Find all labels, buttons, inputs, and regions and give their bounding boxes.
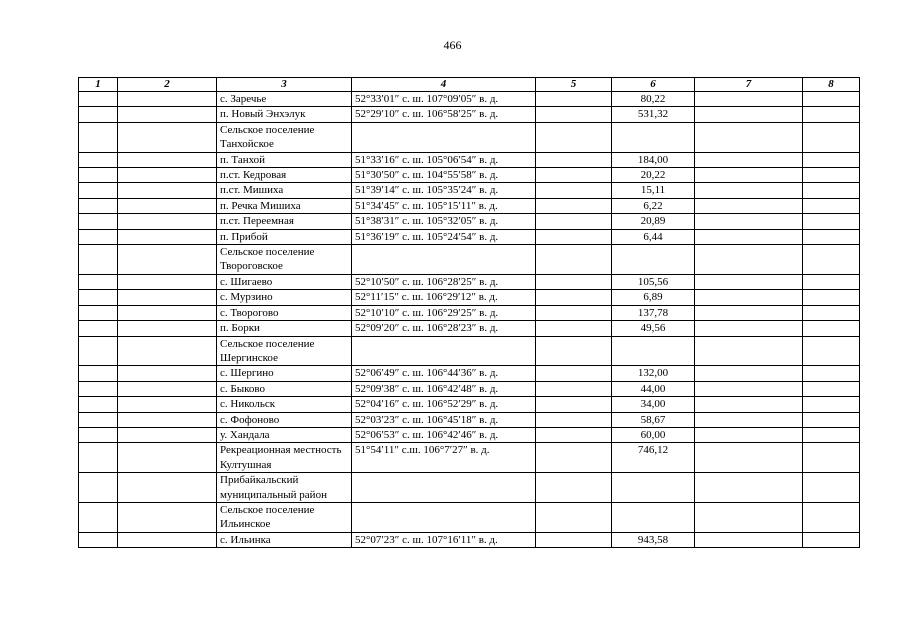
col2-cell xyxy=(118,502,217,532)
col2-cell xyxy=(118,107,217,122)
col8-cell xyxy=(803,397,860,412)
col7-cell xyxy=(695,381,803,396)
col8-cell xyxy=(803,366,860,381)
settlement-name: с. Шигаево xyxy=(217,274,352,289)
area-value: 20,22 xyxy=(612,168,695,183)
col1-cell xyxy=(79,214,118,229)
col1-cell xyxy=(79,427,118,442)
col8-cell xyxy=(803,321,860,336)
coordinates: 52°10′50″ с. ш. 106°28′25″ в. д. xyxy=(352,274,536,289)
table-row xyxy=(79,122,860,152)
col1-cell xyxy=(79,366,118,381)
col1-cell xyxy=(79,443,118,473)
col8-cell xyxy=(803,473,860,503)
coordinates xyxy=(352,122,536,152)
col8-cell xyxy=(803,532,860,547)
area-value: 184,00 xyxy=(612,152,695,167)
col8-cell xyxy=(803,305,860,320)
settlement-name: с. Никольск xyxy=(217,397,352,412)
col2-cell xyxy=(118,443,217,473)
col7-cell xyxy=(695,473,803,503)
coordinates: 51°34′45″ с. ш. 105°15′11″ в. д. xyxy=(352,198,536,213)
column-header: 8 xyxy=(803,78,860,92)
col5-cell xyxy=(536,214,612,229)
col1-cell xyxy=(79,183,118,198)
col2-cell xyxy=(118,412,217,427)
col8-cell xyxy=(803,427,860,442)
col2-cell xyxy=(118,532,217,547)
table-row xyxy=(79,214,860,229)
coordinates: 52°33′01″ с. ш. 107°09′05″ в. д. xyxy=(352,92,536,107)
col8-cell xyxy=(803,214,860,229)
col2-cell xyxy=(118,274,217,289)
area-value: 746,12 xyxy=(612,443,695,473)
col8-cell xyxy=(803,122,860,152)
col1-cell xyxy=(79,107,118,122)
coordinates: 52°07′23″ с. ш. 107°16′11″ в. д. xyxy=(352,532,536,547)
table-body xyxy=(79,92,860,548)
col5-cell xyxy=(536,198,612,213)
col7-cell xyxy=(695,532,803,547)
settlement-name: п. Борки xyxy=(217,321,352,336)
col7-cell xyxy=(695,168,803,183)
col5-cell xyxy=(536,381,612,396)
settlement-name: Сельское поселение Шергинское xyxy=(217,336,352,366)
col8-cell xyxy=(803,168,860,183)
col7-cell xyxy=(695,107,803,122)
table-row xyxy=(79,107,860,122)
col1-cell xyxy=(79,473,118,503)
col8-cell xyxy=(803,443,860,473)
table-row xyxy=(79,290,860,305)
table-row xyxy=(79,321,860,336)
col8-cell xyxy=(803,229,860,244)
header-row xyxy=(79,78,860,92)
coordinates xyxy=(352,245,536,275)
column-header: 6 xyxy=(612,78,695,92)
col7-cell xyxy=(695,502,803,532)
col8-cell xyxy=(803,336,860,366)
col1-cell xyxy=(79,321,118,336)
col8-cell xyxy=(803,198,860,213)
col2-cell xyxy=(118,198,217,213)
col2-cell xyxy=(118,92,217,107)
coordinates: 51°30′50″ с. ш. 104°55′58″ в. д. xyxy=(352,168,536,183)
col2-cell xyxy=(118,321,217,336)
col7-cell xyxy=(695,152,803,167)
table-row xyxy=(79,152,860,167)
table-row xyxy=(79,198,860,213)
settlement-name: п. Прибой xyxy=(217,229,352,244)
coordinates: 52°09′20″ с. ш. 106°28′23″ в. д. xyxy=(352,321,536,336)
area-value xyxy=(612,122,695,152)
col2-cell xyxy=(118,168,217,183)
table-row xyxy=(79,473,860,503)
table-row xyxy=(79,336,860,366)
col8-cell xyxy=(803,290,860,305)
table-row xyxy=(79,92,860,107)
area-value: 105,56 xyxy=(612,274,695,289)
col7-cell xyxy=(695,412,803,427)
col1-cell xyxy=(79,397,118,412)
settlement-name: п. Речка Мишиха xyxy=(217,198,352,213)
column-header: 1 xyxy=(79,78,118,92)
table-row xyxy=(79,168,860,183)
col7-cell xyxy=(695,122,803,152)
table-row xyxy=(79,397,860,412)
table-row xyxy=(79,502,860,532)
col2-cell xyxy=(118,381,217,396)
area-value: 34,00 xyxy=(612,397,695,412)
settlement-name: с. Творогово xyxy=(217,305,352,320)
col5-cell xyxy=(536,168,612,183)
col1-cell xyxy=(79,532,118,547)
area-value: 943,58 xyxy=(612,532,695,547)
col7-cell xyxy=(695,290,803,305)
col2-cell xyxy=(118,122,217,152)
area-value: 44,00 xyxy=(612,381,695,396)
col5-cell xyxy=(536,290,612,305)
area-value: 6,22 xyxy=(612,198,695,213)
col7-cell xyxy=(695,183,803,198)
area-value: 15,11 xyxy=(612,183,695,198)
table-row xyxy=(79,427,860,442)
col1-cell xyxy=(79,336,118,366)
coordinates: 51°36′19″ с. ш. 105°24′54″ в. д. xyxy=(352,229,536,244)
col1-cell xyxy=(79,274,118,289)
table-row xyxy=(79,305,860,320)
table-row xyxy=(79,183,860,198)
col8-cell xyxy=(803,245,860,275)
page-number: 466 xyxy=(443,38,462,52)
col2-cell xyxy=(118,427,217,442)
settlement-name: с. Быково xyxy=(217,381,352,396)
column-header: 5 xyxy=(536,78,612,92)
table-row xyxy=(79,532,860,547)
col5-cell xyxy=(536,305,612,320)
col2-cell xyxy=(118,336,217,366)
col5-cell xyxy=(536,336,612,366)
table-row xyxy=(79,229,860,244)
col8-cell xyxy=(803,183,860,198)
col7-cell xyxy=(695,336,803,366)
coordinates: 52°29′10″ с. ш. 106°58′25″ в. д. xyxy=(352,107,536,122)
col5-cell xyxy=(536,92,612,107)
column-header: 4 xyxy=(352,78,536,92)
settlement-name: п.ст. Мишиха xyxy=(217,183,352,198)
area-value xyxy=(612,245,695,275)
col1-cell xyxy=(79,168,118,183)
area-value xyxy=(612,502,695,532)
coordinates: 52°10′10″ с. ш. 106°29′25″ в. д. xyxy=(352,305,536,320)
settlement-name: Сельское поселение Танхойское xyxy=(217,122,352,152)
col2-cell xyxy=(118,245,217,275)
settlement-name: Сельское поселение Ильинское xyxy=(217,502,352,532)
col5-cell xyxy=(536,443,612,473)
column-header: 3 xyxy=(217,78,352,92)
settlement-name: п.ст. Кедровая xyxy=(217,168,352,183)
coordinates: 51°39′14″ с. ш. 105°35′24″ в. д. xyxy=(352,183,536,198)
area-value: 58,67 xyxy=(612,412,695,427)
col5-cell xyxy=(536,122,612,152)
coordinates xyxy=(352,473,536,503)
settlement-name: п.ст. Переемная xyxy=(217,214,352,229)
column-header: 2 xyxy=(118,78,217,92)
col2-cell xyxy=(118,473,217,503)
coordinates: 52°04′16″ с. ш. 106°52′29″ в. д. xyxy=(352,397,536,412)
coordinates xyxy=(352,336,536,366)
col1-cell xyxy=(79,122,118,152)
table-row xyxy=(79,274,860,289)
col7-cell xyxy=(695,229,803,244)
table-row xyxy=(79,412,860,427)
settlement-name: п. Новый Энхэлук xyxy=(217,107,352,122)
col2-cell xyxy=(118,229,217,244)
col2-cell xyxy=(118,152,217,167)
col5-cell xyxy=(536,412,612,427)
table-row xyxy=(79,381,860,396)
col1-cell xyxy=(79,305,118,320)
settlements-table xyxy=(78,77,860,548)
col7-cell xyxy=(695,198,803,213)
col2-cell xyxy=(118,305,217,320)
col2-cell xyxy=(118,366,217,381)
coordinates: 52°03′23″ с. ш. 106°45′18″ в. д. xyxy=(352,412,536,427)
area-value: 20,89 xyxy=(612,214,695,229)
col7-cell xyxy=(695,92,803,107)
col7-cell xyxy=(695,321,803,336)
settlement-name: с. Фофоново xyxy=(217,412,352,427)
area-value: 80,22 xyxy=(612,92,695,107)
col7-cell xyxy=(695,214,803,229)
area-value: 6,44 xyxy=(612,229,695,244)
coordinates: 51°54′11″ с.ш. 106°7′27″ в. д. xyxy=(352,443,536,473)
coordinates: 51°33′16″ с. ш. 105°06′54″ в. д. xyxy=(352,152,536,167)
column-header: 7 xyxy=(695,78,803,92)
col5-cell xyxy=(536,397,612,412)
col5-cell xyxy=(536,183,612,198)
settlement-name: с. Ильинка xyxy=(217,532,352,547)
col7-cell xyxy=(695,397,803,412)
settlement-name: п. Танхой xyxy=(217,152,352,167)
area-value: 49,56 xyxy=(612,321,695,336)
col7-cell xyxy=(695,305,803,320)
coordinates xyxy=(352,502,536,532)
col5-cell xyxy=(536,152,612,167)
col8-cell xyxy=(803,92,860,107)
col5-cell xyxy=(536,229,612,244)
settlement-name: Рекреационная местность Култушная xyxy=(217,443,352,473)
col7-cell xyxy=(695,443,803,473)
col1-cell xyxy=(79,229,118,244)
table-row xyxy=(79,443,860,473)
coordinates: 52°06′53″ с. ш. 106°42′46″ в. д. xyxy=(352,427,536,442)
settlement-name: Сельское поселение Твороговское xyxy=(217,245,352,275)
table-row xyxy=(79,366,860,381)
settlement-name: с. Заречье xyxy=(217,92,352,107)
settlement-name: у. Хандала xyxy=(217,427,352,442)
col5-cell xyxy=(536,366,612,381)
col8-cell xyxy=(803,152,860,167)
col5-cell xyxy=(536,274,612,289)
col1-cell xyxy=(79,245,118,275)
area-value: 137,78 xyxy=(612,305,695,320)
col2-cell xyxy=(118,290,217,305)
col8-cell xyxy=(803,502,860,532)
col2-cell xyxy=(118,397,217,412)
col5-cell xyxy=(536,427,612,442)
settlement-name: Прибайкальский муниципальный район xyxy=(217,473,352,503)
table-row xyxy=(79,245,860,275)
col7-cell xyxy=(695,245,803,275)
col1-cell xyxy=(79,381,118,396)
col8-cell xyxy=(803,412,860,427)
col5-cell xyxy=(536,473,612,503)
col5-cell xyxy=(536,321,612,336)
coordinates: 52°09′38″ с. ш. 106°42′48″ в. д. xyxy=(352,381,536,396)
area-value: 132,00 xyxy=(612,366,695,381)
area-value xyxy=(612,473,695,503)
coordinates: 52°11′15″ с. ш. 106°29′12″ в. д. xyxy=(352,290,536,305)
col7-cell xyxy=(695,366,803,381)
col1-cell xyxy=(79,502,118,532)
col2-cell xyxy=(118,183,217,198)
col8-cell xyxy=(803,274,860,289)
col5-cell xyxy=(536,245,612,275)
col5-cell xyxy=(536,532,612,547)
col8-cell xyxy=(803,107,860,122)
col8-cell xyxy=(803,381,860,396)
col5-cell xyxy=(536,502,612,532)
col5-cell xyxy=(536,107,612,122)
col7-cell xyxy=(695,274,803,289)
col1-cell xyxy=(79,412,118,427)
col1-cell xyxy=(79,290,118,305)
settlement-name: с. Шергино xyxy=(217,366,352,381)
area-value: 531,32 xyxy=(612,107,695,122)
area-value: 6,89 xyxy=(612,290,695,305)
col1-cell xyxy=(79,198,118,213)
coordinates: 52°06′49″ с. ш. 106°44′36″ в. д. xyxy=(352,366,536,381)
col7-cell xyxy=(695,427,803,442)
area-value: 60,00 xyxy=(612,427,695,442)
col2-cell xyxy=(118,214,217,229)
col1-cell xyxy=(79,92,118,107)
col1-cell xyxy=(79,152,118,167)
area-value xyxy=(612,336,695,366)
coordinates: 51°38′31″ с. ш. 105°32′05″ в. д. xyxy=(352,214,536,229)
settlement-name: с. Мурзино xyxy=(217,290,352,305)
